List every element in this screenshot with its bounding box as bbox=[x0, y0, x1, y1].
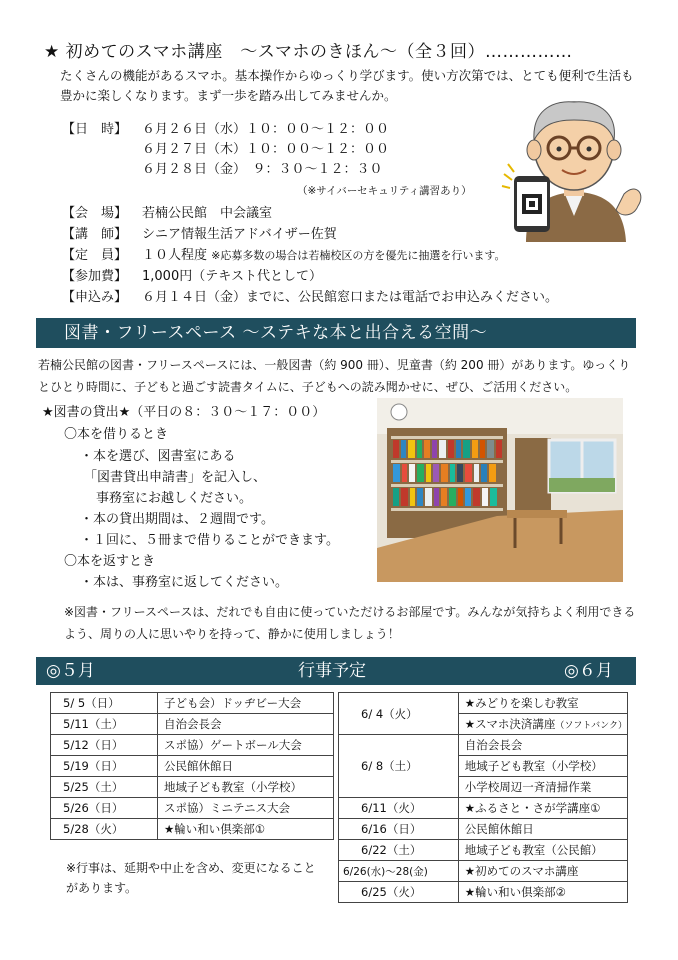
return-heading: 〇本を返すとき bbox=[64, 554, 156, 569]
borrow-step-1c: 事務室にお越しください。 bbox=[96, 491, 253, 506]
table-row: 5/25（土） 地域子ども教室（小学校） bbox=[51, 777, 334, 798]
capacity-note: ※応募多数の場合は若楠校区の方を優先に抽選を行います。 bbox=[211, 249, 506, 262]
table-row: 6/22（土） 地域子ども教室（公民館） bbox=[339, 840, 628, 861]
library-footnote: ※図書・フリースペースは、だれでも自由に使っていただけるお部屋です。みんなが気持ちよく利用できるよう、周りの人に思いやりを持って、静かに使用しましょう！ bbox=[64, 605, 636, 641]
june-label: ◎６月 bbox=[564, 661, 613, 681]
course-dates bbox=[62, 120, 389, 180]
may-label: ◎５月 bbox=[46, 661, 95, 681]
schedule-title: 行事予定 bbox=[298, 661, 366, 681]
library-intro: 若楠公民館の図書・フリースペースには、一般図書（約 900 冊）、児童書（約 200 冊）があります。ゆっくりとひとり時間に、子どもと過ごす読書タイムに、子どもへの読み聞かせに、ぜひ、ご活用ください。 bbox=[38, 358, 631, 394]
lecturer-label: 【講 師】 bbox=[62, 227, 128, 242]
capacity-label: 【定 員】 bbox=[62, 248, 128, 263]
june-schedule-table bbox=[338, 692, 628, 903]
elderly-man-phone-illustration bbox=[486, 86, 662, 242]
schedule-note: ※行事は、延期や中止を含め、変更になることがあります。 bbox=[66, 861, 316, 895]
date-3: ６月２８日（金） ９：３０～１２：３０ bbox=[142, 162, 383, 177]
fee-value: 1,000円（テキスト代として） bbox=[142, 269, 322, 284]
venue-label: 【会 場】 bbox=[62, 206, 128, 221]
table-row: 6/ 4（火） ★みどりを楽しむ教室 bbox=[339, 693, 628, 714]
table-row: 5/26（日） スポ協）ミニテニス大会 bbox=[51, 798, 334, 819]
lecturer-value: シニア情報生活アドバイザー佐賀 bbox=[142, 227, 337, 242]
date-2: ６月２７日（木）１０：００～１２：００ bbox=[142, 142, 390, 157]
date-1: ６月２６日（水）１０：００～１２：００ bbox=[142, 122, 390, 137]
apply-value: ６月１４日（金）までに、公民館窓口または電話でお申込みください。 bbox=[142, 290, 559, 305]
table-row: 6/26(水)～28(金) ★初めてのスマホ講座 bbox=[339, 861, 628, 882]
table-row: 6/ 8（土） 自治会長会 bbox=[339, 735, 628, 756]
borrow-heading: 〇本を借りるとき bbox=[64, 427, 169, 442]
table-row: 6/16（日） 公民館休館日 bbox=[339, 819, 628, 840]
fee-label: 【参加費】 bbox=[62, 269, 128, 284]
date-label: 【日 時】 bbox=[62, 122, 128, 137]
capacity-value: １０人程度 bbox=[142, 248, 208, 263]
may-schedule-table bbox=[50, 692, 334, 840]
library-section-header: 図書・フリースペース ～ステキな本と出合える空間～ bbox=[36, 318, 636, 348]
lending-title: ★図書の貸出★（平日の８：３０～１７：００） bbox=[42, 405, 326, 420]
table-row: 地域子ども教室（小学校） bbox=[339, 756, 628, 777]
library-room-photo bbox=[377, 398, 623, 582]
smartphone-intro: たくさんの機能があるスマホ。基本操作からゆっくり学びます。使い方次第では、とても便利で生活も豊かに楽しくなります。まず一歩を踏み出してみませんか。 bbox=[60, 68, 634, 103]
venue-value: 若楠公民館 中会議室 bbox=[142, 206, 273, 221]
table-row: 小学校周辺一斉清掃作業 bbox=[339, 777, 628, 798]
table-row: 5/28（火） ★輪い和い倶楽部① bbox=[51, 819, 334, 840]
cyber-security-note: （※サイバーセキュリティ講習あり） bbox=[297, 185, 472, 197]
schedule-header bbox=[36, 657, 636, 685]
borrow-limit: ・１回に、５冊まで借りることができます。 bbox=[80, 533, 339, 548]
table-row: 5/ 5（日） 子ども会）ドッヂビー大会 bbox=[51, 693, 334, 714]
table-row: 5/11（土） 自治会長会 bbox=[51, 714, 334, 735]
course-details bbox=[62, 203, 558, 308]
return-step: ・本は、事務室に返してください。 bbox=[80, 575, 289, 590]
borrow-period: ・本の貸出期間は、２週間です。 bbox=[80, 512, 274, 527]
table-row: ★スマホ決済講座（ソフトバンク） bbox=[339, 714, 628, 735]
table-row: 5/19（日） 公民館休館日 bbox=[51, 756, 334, 777]
table-row: 6/25（火） ★輪い和い倶楽部② bbox=[339, 882, 628, 903]
smartphone-course-title: ★ 初めてのスマホ講座 ～スマホのきほん～（全３回）…………… bbox=[44, 42, 573, 62]
borrow-step-1a: ・本を選び、図書室にある bbox=[80, 449, 236, 464]
apply-label: 【申込み】 bbox=[62, 290, 128, 305]
table-row: 5/12（日） スポ協）ゲートボール大会 bbox=[51, 735, 334, 756]
borrow-step-1b: 「図書貸出申請書」を記入し、 bbox=[84, 470, 267, 485]
table-row: 6/11（火） ★ふるさと・さが学講座① bbox=[339, 798, 628, 819]
